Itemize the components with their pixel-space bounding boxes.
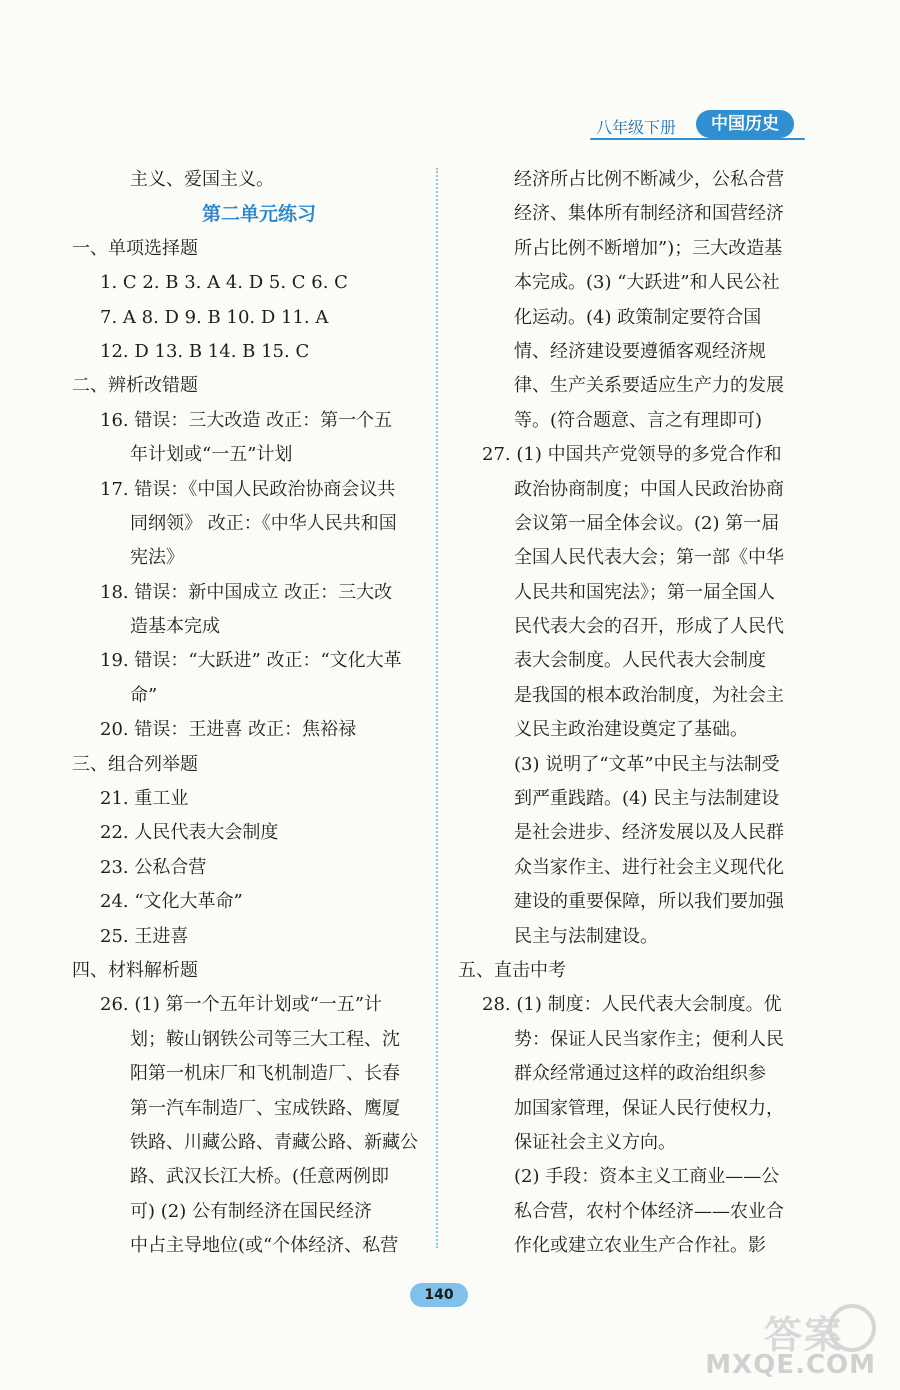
text-line: 21. 重工业 — [100, 788, 189, 810]
text-line: 中占主导地位(或“个体经济、私营 — [130, 1235, 399, 1257]
text-line: 宪法》 — [130, 547, 184, 569]
text-line: 全国人民代表大会；第一部《中华 — [514, 547, 784, 569]
text-line: 表大会制度。人民代表大会制度 — [514, 650, 766, 672]
header-underline — [590, 138, 805, 140]
text-line: 民主与法制建设。 — [514, 925, 658, 947]
text-line: 28. (1) 制度：人民代表大会制度。优 — [482, 994, 782, 1016]
text-line: 主义、爱国主义。 — [130, 169, 274, 190]
left-column — [72, 163, 422, 1264]
section-heading: 五、直击中考 — [458, 959, 566, 981]
page-number: 140 — [410, 1283, 468, 1307]
text-line: 建设的重要保障，所以我们要加强 — [514, 891, 784, 913]
text-line: 路、武汉长江大桥。(任意两例即 — [130, 1166, 390, 1188]
text-line: 经济、集体所有制经济和国营经济 — [514, 203, 784, 225]
text-line: 势：保证人民当家作主；便利人民 — [514, 1028, 784, 1050]
text-line: 保证社会主义方向。 — [514, 1131, 676, 1153]
text-line: 19. 错误：“大跃进” 改正：“文化大革 — [100, 650, 402, 672]
text-line: (2) 手段：资本主义工商业——公 — [514, 1166, 780, 1188]
text-line: 加国家管理，保证人民行使权力， — [514, 1097, 784, 1119]
text-line: 到严重践踏。(4) 民主与法制建设 — [514, 788, 780, 810]
text-line: 政治协商制度；中国人民政治协商 — [514, 478, 784, 500]
text-line: 16. 错误：三大改造 改正：第一个五 — [100, 409, 393, 431]
text-line: 作化或建立农业生产合作社。影 — [514, 1235, 766, 1257]
text-line: 情、经济建设要遵循客观经济规 — [514, 340, 766, 362]
text-line: 是我国的根本政治制度，为社会主 — [514, 684, 784, 706]
text-line: 划；鞍山钢铁公司等三大工程、沈 — [130, 1028, 400, 1050]
watermark-domain: MXQE.COM — [705, 1350, 876, 1380]
text-line: 第一汽车制造厂、宝成铁路、鹰厦 — [130, 1097, 400, 1119]
unit-title: 第二单元练习 — [201, 203, 316, 226]
text-line: 律、生产关系要适应生产力的发展 — [514, 375, 784, 397]
text-line: 17. 错误：《中国人民政治协商会议共 — [100, 478, 396, 500]
text-line: 造基本完成 — [130, 616, 220, 638]
site-watermark — [684, 1300, 884, 1380]
text-line: 25. 王进喜 — [100, 925, 189, 947]
watermark-seal-icon — [828, 1304, 876, 1352]
subject-badge: 中国历史 — [696, 110, 794, 138]
text-line: 化运动。(4) 政策制定要符合国 — [514, 306, 762, 328]
right-column — [458, 163, 803, 1264]
text-line: 众当家作主、进行社会主义现代化 — [514, 856, 784, 878]
text-line: 26. (1) 第一个五年计划或“一五”计 — [100, 994, 382, 1016]
text-line: 年计划或“一五”计划 — [130, 444, 293, 466]
text-line: 群众经常通过这样的政治组织参 — [514, 1063, 766, 1085]
text-line: 20. 错误：王进喜 改正：焦裕禄 — [100, 719, 357, 741]
text-line: 经济所占比例不断减少，公私合营 — [514, 169, 784, 190]
text-line: 会议第一届全体会议。(2) 第一届 — [514, 512, 780, 534]
text-line: 民代表大会的召开，形成了人民代 — [514, 616, 784, 638]
text-line: 24. “文化大革命” — [100, 891, 243, 913]
text-line: 同纲领》 改正：《中华人民共和国 — [130, 512, 397, 534]
text-line: 22. 人民代表大会制度 — [100, 822, 279, 844]
text-line: 私合营，农村个体经济——农业合 — [514, 1200, 784, 1222]
column-divider — [436, 168, 438, 1248]
grade-label: 八年级下册 — [596, 118, 677, 137]
text-line: 23. 公私合营 — [100, 856, 207, 878]
text-line: 7. A 8. D 9. B 10. D 11. A — [100, 306, 329, 328]
text-line: 18. 错误：新中国成立 改正：三大改 — [100, 581, 393, 603]
text-line: 是社会进步、经济发展以及人民群 — [514, 822, 784, 844]
page-header — [590, 110, 810, 142]
text-line: 人民共和国宪法》；第一届全国人 — [514, 581, 775, 603]
section-heading: 四、材料解析题 — [72, 959, 198, 981]
section-heading: 三、组合列举题 — [72, 753, 198, 775]
section-heading: 一、单项选择题 — [72, 237, 198, 259]
text-line: 命” — [130, 684, 158, 706]
section-heading: 二、辨析改错题 — [72, 375, 198, 397]
text-line: 27. (1) 中国共产党领导的多党合作和 — [482, 444, 782, 466]
watermark-title: 答案 — [763, 1313, 844, 1357]
text-line: 等。(符合题意、言之有理即可) — [514, 409, 763, 431]
text-line: 1. C 2. B 3. A 4. D 5. C 6. C — [100, 272, 348, 294]
text-line: 可) (2) 公有制经济在国民经济 — [130, 1200, 372, 1222]
text-line: 阳第一机床厂和飞机制造厂、长春 — [130, 1063, 400, 1085]
text-line: 铁路、川藏公路、青藏公路、新藏公 — [130, 1131, 418, 1153]
text-line: 义民主政治建设奠定了基础。 — [514, 719, 748, 741]
text-line: (3) 说明了“文革”中民主与法制受 — [514, 753, 780, 775]
text-line: 本完成。(3) “大跃进”和人民公社 — [514, 272, 780, 294]
text-line: 所占比例不断增加”)；三大改造基 — [514, 237, 783, 259]
text-line: 12. D 13. B 14. B 15. C — [100, 340, 310, 362]
